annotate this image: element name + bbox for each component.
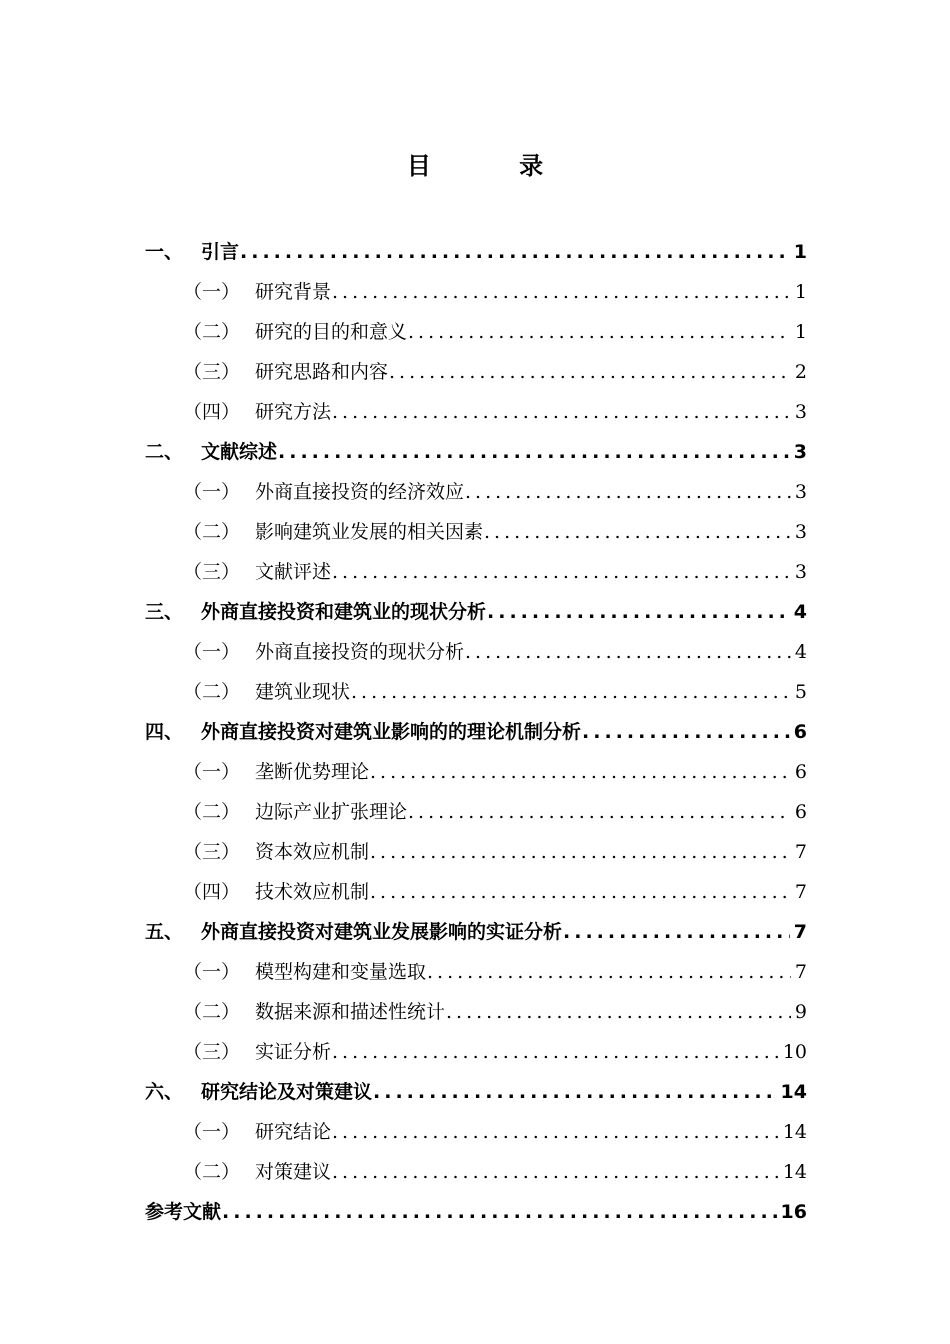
toc-entry-page: 3 bbox=[794, 401, 807, 423]
toc-entry[interactable] bbox=[145, 592, 807, 632]
toc-entry-page: 14 bbox=[782, 1161, 807, 1183]
toc-entry[interactable] bbox=[145, 992, 807, 1032]
toc-entry[interactable] bbox=[145, 912, 807, 952]
toc-entry-number: （一） bbox=[183, 481, 241, 503]
toc-entry-page: 14 bbox=[780, 1081, 807, 1103]
toc-entry[interactable] bbox=[145, 792, 807, 832]
toc-dot-leader bbox=[389, 352, 791, 392]
toc-dot-leader bbox=[222, 1192, 777, 1232]
toc-entry-page: 3 bbox=[794, 521, 807, 543]
toc-entry[interactable] bbox=[145, 952, 807, 992]
toc-dot-leader bbox=[408, 312, 791, 352]
toc-entry[interactable] bbox=[145, 1152, 807, 1192]
toc-dot-leader bbox=[408, 792, 791, 832]
page-title: 目 录 bbox=[406, 152, 584, 180]
toc-entry-label: 模型构建和变量选取 bbox=[255, 961, 427, 983]
toc-entry-number: （三） bbox=[183, 841, 241, 863]
toc-dot-leader bbox=[487, 592, 790, 632]
toc-dot-leader bbox=[332, 392, 791, 432]
toc-entry-label: 研究方法 bbox=[255, 401, 332, 423]
toc-entry-number: （一） bbox=[183, 961, 241, 983]
toc-entry-page: 4 bbox=[793, 601, 807, 623]
toc-dot-leader bbox=[446, 992, 791, 1032]
toc-entry[interactable] bbox=[145, 672, 807, 712]
toc-entry-label: 外商直接投资和建筑业的现状分析 bbox=[201, 601, 487, 623]
toc-entry-page: 3 bbox=[794, 561, 807, 583]
toc-entry[interactable] bbox=[145, 312, 807, 352]
toc-entry-label: 引言 bbox=[201, 241, 240, 263]
toc-dot-leader bbox=[370, 832, 791, 872]
toc-entry-label: 外商直接投资对建筑业发展影响的实证分析 bbox=[201, 921, 563, 943]
toc-entry-page: 10 bbox=[782, 1041, 807, 1063]
toc-entry-label: 资本效应机制 bbox=[255, 841, 370, 863]
toc-dot-leader bbox=[351, 672, 791, 712]
toc-entry[interactable] bbox=[145, 1192, 807, 1232]
toc-entry-label: 影响建筑业发展的相关因素 bbox=[255, 521, 484, 543]
toc-entry-page: 2 bbox=[794, 361, 807, 383]
toc-entry-label: 外商直接投资的现状分析 bbox=[255, 641, 465, 663]
toc-entry-number: （一） bbox=[183, 281, 241, 303]
toc-entry-page: 7 bbox=[793, 921, 807, 943]
toc-dot-leader bbox=[582, 712, 790, 752]
toc-dot-leader bbox=[278, 432, 790, 472]
toc-dot-leader bbox=[332, 1112, 779, 1152]
toc-dot-leader bbox=[563, 912, 790, 952]
toc-entry-label: 参考文献 bbox=[145, 1201, 222, 1223]
toc-entry-label: 边际产业扩张理论 bbox=[255, 801, 408, 823]
toc-entry-number: （二） bbox=[183, 521, 241, 543]
toc-entry-label: 垄断优势理论 bbox=[255, 761, 370, 783]
toc-dot-leader bbox=[427, 952, 791, 992]
toc-entry[interactable] bbox=[145, 432, 807, 472]
toc-entry[interactable] bbox=[145, 1032, 807, 1072]
toc-entry[interactable] bbox=[145, 1112, 807, 1152]
toc-entry-number: 一、 bbox=[145, 241, 184, 263]
toc-entry[interactable] bbox=[145, 352, 807, 392]
toc-entry-number: （三） bbox=[183, 361, 241, 383]
toc-dot-leader bbox=[465, 632, 791, 672]
toc-entry-label: 研究背景 bbox=[255, 281, 332, 303]
toc-entry[interactable] bbox=[145, 832, 807, 872]
toc-dot-leader bbox=[240, 232, 790, 272]
toc-entry[interactable] bbox=[145, 1072, 807, 1112]
toc-entry-number: （三） bbox=[183, 1041, 241, 1063]
toc-entry-number: （四） bbox=[183, 881, 241, 903]
toc-entry-label: 外商直接投资对建筑业影响的的理论机制分析 bbox=[201, 721, 582, 743]
toc-entry[interactable] bbox=[145, 472, 807, 512]
toc-dot-leader bbox=[332, 552, 791, 592]
toc-entry-page: 3 bbox=[793, 441, 807, 463]
toc-dot-leader bbox=[332, 272, 791, 312]
toc-entry-page: 6 bbox=[794, 801, 807, 823]
toc-entry-number: （三） bbox=[183, 561, 241, 583]
toc-entry-label: 研究结论 bbox=[255, 1121, 332, 1143]
toc-entry-label: 实证分析 bbox=[255, 1041, 332, 1063]
toc-entry-label: 技术效应机制 bbox=[255, 881, 370, 903]
toc-entry-label: 对策建议 bbox=[255, 1161, 332, 1183]
toc-entry-label: 文献综述 bbox=[201, 441, 278, 463]
toc-entry-number: 五、 bbox=[145, 921, 184, 943]
toc-entry-page: 1 bbox=[794, 321, 807, 343]
toc-entry-page: 4 bbox=[794, 641, 807, 663]
toc-entry-page: 9 bbox=[794, 1001, 807, 1023]
toc-entry-page: 14 bbox=[782, 1121, 807, 1143]
toc-dot-leader bbox=[332, 1032, 779, 1072]
toc-dot-leader bbox=[370, 872, 791, 912]
toc-entry[interactable] bbox=[145, 552, 807, 592]
toc-entry-label: 研究思路和内容 bbox=[255, 361, 389, 383]
toc-entry[interactable] bbox=[145, 752, 807, 792]
toc-entry-page: 6 bbox=[793, 721, 807, 743]
toc-entry[interactable] bbox=[145, 232, 807, 272]
toc-entry-number: 二、 bbox=[145, 441, 184, 463]
toc-dot-leader bbox=[332, 1152, 779, 1192]
toc-entry-number: 四、 bbox=[145, 721, 184, 743]
toc-dot-leader bbox=[373, 1072, 777, 1112]
table-of-contents bbox=[145, 232, 807, 1232]
toc-entry-label: 文献评述 bbox=[255, 561, 332, 583]
toc-entry-page: 6 bbox=[794, 761, 807, 783]
toc-entry[interactable] bbox=[145, 712, 807, 752]
toc-entry-number: （一） bbox=[183, 1121, 241, 1143]
toc-entry-page: 7 bbox=[794, 961, 807, 983]
toc-entry-number: （一） bbox=[183, 761, 241, 783]
toc-entry-label: 建筑业现状 bbox=[255, 681, 351, 703]
toc-entry-number: 六、 bbox=[145, 1081, 184, 1103]
toc-entry[interactable] bbox=[145, 872, 807, 912]
toc-entry-number: （二） bbox=[183, 1001, 241, 1023]
toc-entry-page: 3 bbox=[794, 481, 807, 503]
toc-entry-number: （二） bbox=[183, 321, 241, 343]
toc-entry-label: 外商直接投资的经济效应 bbox=[255, 481, 465, 503]
toc-entry-number: （二） bbox=[183, 681, 241, 703]
toc-entry[interactable] bbox=[145, 392, 807, 432]
toc-entry[interactable] bbox=[145, 512, 807, 552]
toc-entry-number: （四） bbox=[183, 401, 241, 423]
toc-entry-number: 三、 bbox=[145, 601, 184, 623]
toc-dot-leader bbox=[484, 512, 791, 552]
toc-entry-label: 研究的目的和意义 bbox=[255, 321, 408, 343]
toc-entry[interactable] bbox=[145, 272, 807, 312]
toc-entry-page: 1 bbox=[793, 241, 807, 263]
toc-entry-page: 5 bbox=[794, 681, 807, 703]
toc-entry-number: （二） bbox=[183, 1161, 241, 1183]
toc-entry-page: 16 bbox=[780, 1201, 807, 1223]
toc-entry-number: （二） bbox=[183, 801, 241, 823]
toc-entry[interactable] bbox=[145, 632, 807, 672]
toc-dot-leader bbox=[370, 752, 791, 792]
toc-entry-number: （一） bbox=[183, 641, 241, 663]
toc-entry-page: 7 bbox=[794, 841, 807, 863]
toc-entry-label: 数据来源和描述性统计 bbox=[255, 1001, 446, 1023]
toc-entry-page: 1 bbox=[794, 281, 807, 303]
toc-entry-page: 7 bbox=[794, 881, 807, 903]
toc-dot-leader bbox=[465, 472, 791, 512]
toc-entry-label: 研究结论及对策建议 bbox=[201, 1081, 373, 1103]
